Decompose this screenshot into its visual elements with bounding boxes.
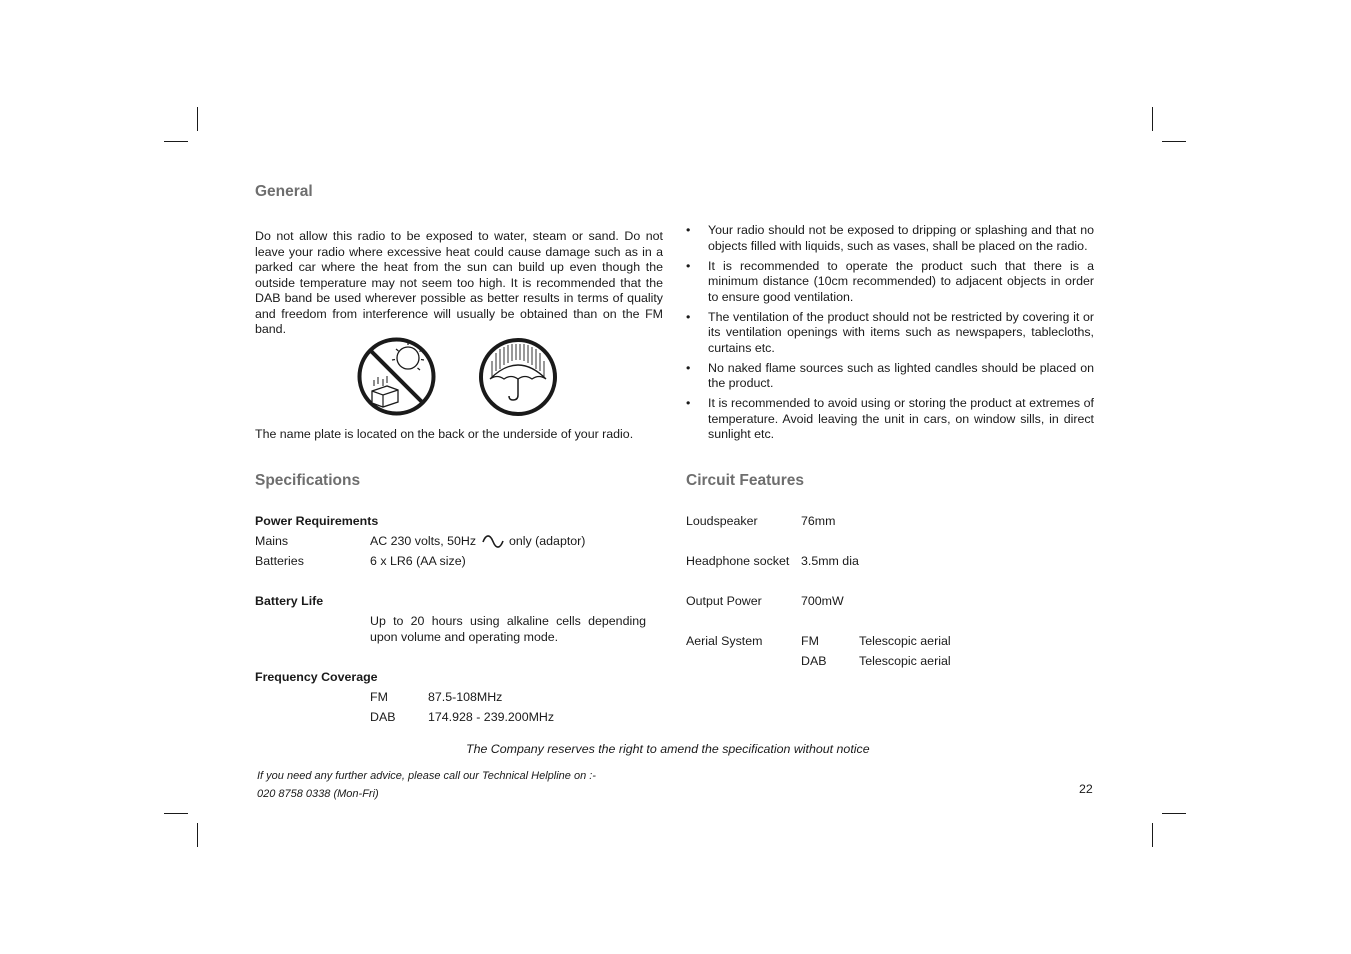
circuit-features-heading: Circuit Features xyxy=(686,472,805,489)
list-item: • It is recommended to avoid using or storing the product at extremes of temperature. Avoid leaving the unit in cars, on window sills, in direct sunlight etc. xyxy=(686,396,1094,441)
crop-mark-bl-v xyxy=(197,823,198,847)
umbrella-rain-icon xyxy=(478,337,558,417)
list-item: • The ventilation of the product should not be restricted by covering it or its ventilation openings with items such as newspapers, tablecloths, curtains etc. xyxy=(686,309,1094,355)
headphone-label: Headphone socket xyxy=(686,554,790,568)
loudspeaker-value: 76mm xyxy=(801,514,836,528)
crop-mark-tr-h xyxy=(1162,141,1186,142)
helpline-phone: 020 8758 0338 (Mon-Fri) xyxy=(257,788,379,800)
aerial-system-label: Aerial System xyxy=(686,634,763,648)
aerial-dab-band: DAB xyxy=(801,654,827,668)
mains-label: Mains xyxy=(255,534,289,548)
specifications-heading: Specifications xyxy=(255,472,361,489)
batteries-value: 6 x LR6 (AA size) xyxy=(370,554,466,568)
battery-life-value: Up to 20 hours using alkaline cells depending upon volume and operating mode. xyxy=(370,614,646,644)
freq-fm-range: 87.5-108MHz xyxy=(428,690,503,704)
headphone-value: 3.5mm dia xyxy=(801,554,859,568)
frequency-coverage-title: Frequency Coverage xyxy=(255,670,378,684)
mains-value-post: only (adaptor) xyxy=(508,534,586,548)
loudspeaker-label: Loudspeaker xyxy=(686,514,758,528)
freq-dab-band: DAB xyxy=(370,710,396,724)
aerial-dab-type: Telescopic aerial xyxy=(859,654,951,668)
ac-wave-icon xyxy=(482,535,504,548)
specification-notice: The Company reserves the right to amend the specification without notice xyxy=(466,742,870,756)
crop-mark-bl-h xyxy=(164,813,188,814)
crop-mark-tl-v xyxy=(197,107,198,131)
freq-dab-range: 174.928 - 239.200MHz xyxy=(428,710,555,724)
crop-mark-br-v xyxy=(1152,823,1153,847)
output-power-value: 700mW xyxy=(801,594,844,608)
nameplate-note: The name plate is located on the back or the underside of your radio. xyxy=(255,427,634,441)
page-number: 22 xyxy=(1079,782,1093,796)
freq-fm-band: FM xyxy=(370,690,388,704)
list-item: • It is recommended to operate the product such that there is a minimum distance (10cm recommended) to adjacent objects in order to ensure good ventilation. xyxy=(686,258,1094,304)
no-heat-sun-icon xyxy=(356,336,437,417)
output-power-label: Output Power xyxy=(686,594,762,608)
general-heading: General xyxy=(255,183,313,200)
power-requirements-title: Power Requirements xyxy=(255,514,379,528)
helpline-line-1: If you need any further advice, please call our Technical Helpline on :- xyxy=(257,770,596,782)
crop-mark-br-h xyxy=(1162,813,1186,814)
general-paragraph: Do not allow this radio to be exposed to water, steam or sand. Do not leave your radio where excessive heat could cause damage such as in a parked car where the heat from the sun can build up even though the outside temperature may not seem too high. It is recommended that the DAB band be used wherever possible as better results in terms of quality and freedom from interference will usually be obtained than on the FM band. xyxy=(255,229,663,336)
aerial-fm-band: FM xyxy=(801,634,819,648)
safety-bullet-list xyxy=(686,223,1094,447)
battery-life-title: Battery Life xyxy=(255,594,324,608)
aerial-fm-type: Telescopic aerial xyxy=(859,634,951,648)
list-item: • No naked flame sources such as lighted candles should be placed on the product. xyxy=(686,360,1094,390)
list-item: • Your radio should not be exposed to dripping or splashing and that no objects filled with liquids, such as vases, shall be placed on the radio. xyxy=(686,223,1094,253)
crop-mark-tl-h xyxy=(164,141,188,142)
mains-value xyxy=(370,534,585,550)
crop-mark-tr-v xyxy=(1152,107,1153,131)
mains-value-pre: AC 230 volts, 50Hz xyxy=(370,534,477,548)
batteries-label: Batteries xyxy=(255,554,304,568)
